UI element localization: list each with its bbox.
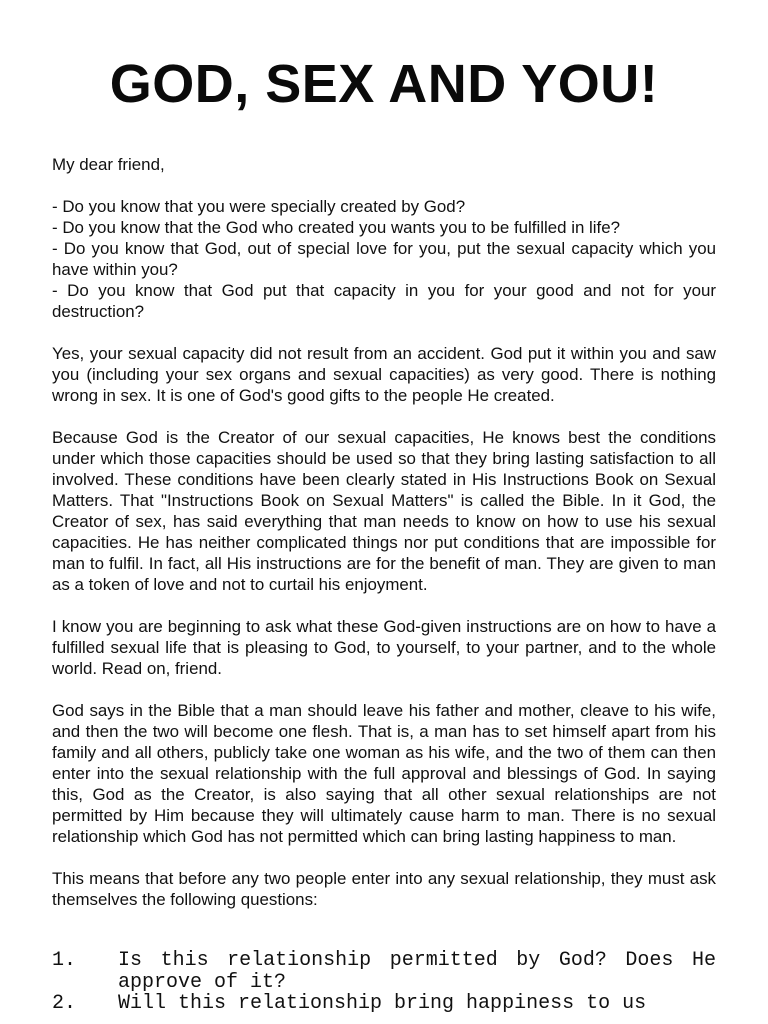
paragraph-marriage: God says in the Bible that a man should leave his father and mother, cleave to his wife, and then the two will become one flesh. That is, a man has to set himself apart from his family and all others, publicly take one woman as his wife, and the two of them can then enter into the sexual relationship with the full approval and blessings of God. In saying this, God as the Creator, is also saying that all other sexual relationships are not permitted by Him because they will ultimately cause harm to man. There is no sexual relationship which God has not permitted which can bring lasting happiness to man. bbox=[52, 701, 716, 846]
numbered-item bbox=[52, 993, 716, 1015]
question-list bbox=[52, 196, 716, 322]
letter-body bbox=[52, 154, 716, 931]
paragraph-sexual-capacity: Yes, your sexual capacity did not result from an accident. God put it within you and saw you (including your sex organs and sexual capacities) as very good. There is nothing wrong in sex. It is one of God's good gifts to the people He created. bbox=[52, 344, 716, 405]
paragraph-instructions: I know you are beginning to ask what these God-given instructions are on how to have a fulfilled sexual life that is pleasing to God, to yourself, to your partner, and to the whole world. Read on, friend. bbox=[52, 617, 716, 678]
paragraph-questions-intro: This means that before any two people enter into any sexual relationship, they must ask themselves the following questions: bbox=[52, 869, 716, 909]
salutation: My dear friend, bbox=[52, 155, 165, 174]
item-number: 1. bbox=[52, 949, 77, 972]
item-text: Is this relationship permitted by God? Does He approve of it? bbox=[118, 949, 716, 994]
item-number: 2. bbox=[52, 992, 77, 1015]
numbered-question-list bbox=[52, 950, 716, 1015]
item-text: Will this relationship bring happiness to us bbox=[118, 992, 647, 1015]
question-item: - Do you know that God put that capacity in you for your good and not for your destruction? bbox=[52, 281, 716, 321]
question-item: - Do you know that God, out of special love for you, put the sexual capacity which you have within you? bbox=[52, 239, 716, 279]
question-item: - Do you know that the God who created you wants you to be fulfilled in life? bbox=[52, 218, 621, 237]
numbered-item bbox=[52, 950, 716, 993]
page-title: GOD, SEX AND YOU! bbox=[109, 54, 659, 114]
question-item: - Do you know that you were specially created by God? bbox=[52, 197, 466, 216]
paragraph-creator-conditions: Because God is the Creator of our sexual capacities, He knows best the conditions under which those capacities should be used so that they bring lasting satisfaction to all involved. These conditions have been clearly stated in His Instructions Book on Sexual Matters. That "Instructions Book on Sexual Matters" is called the Bible. In it God, the Creator of sex, has said everything that man needs to know on how to use his sexual capacities. He has neither complicated things nor put conditions that are impossible for man to fulfil. In fact, all His instructions are for the benefit of man. They are given to man as a token of love and not to curtail his enjoyment. bbox=[52, 428, 716, 594]
